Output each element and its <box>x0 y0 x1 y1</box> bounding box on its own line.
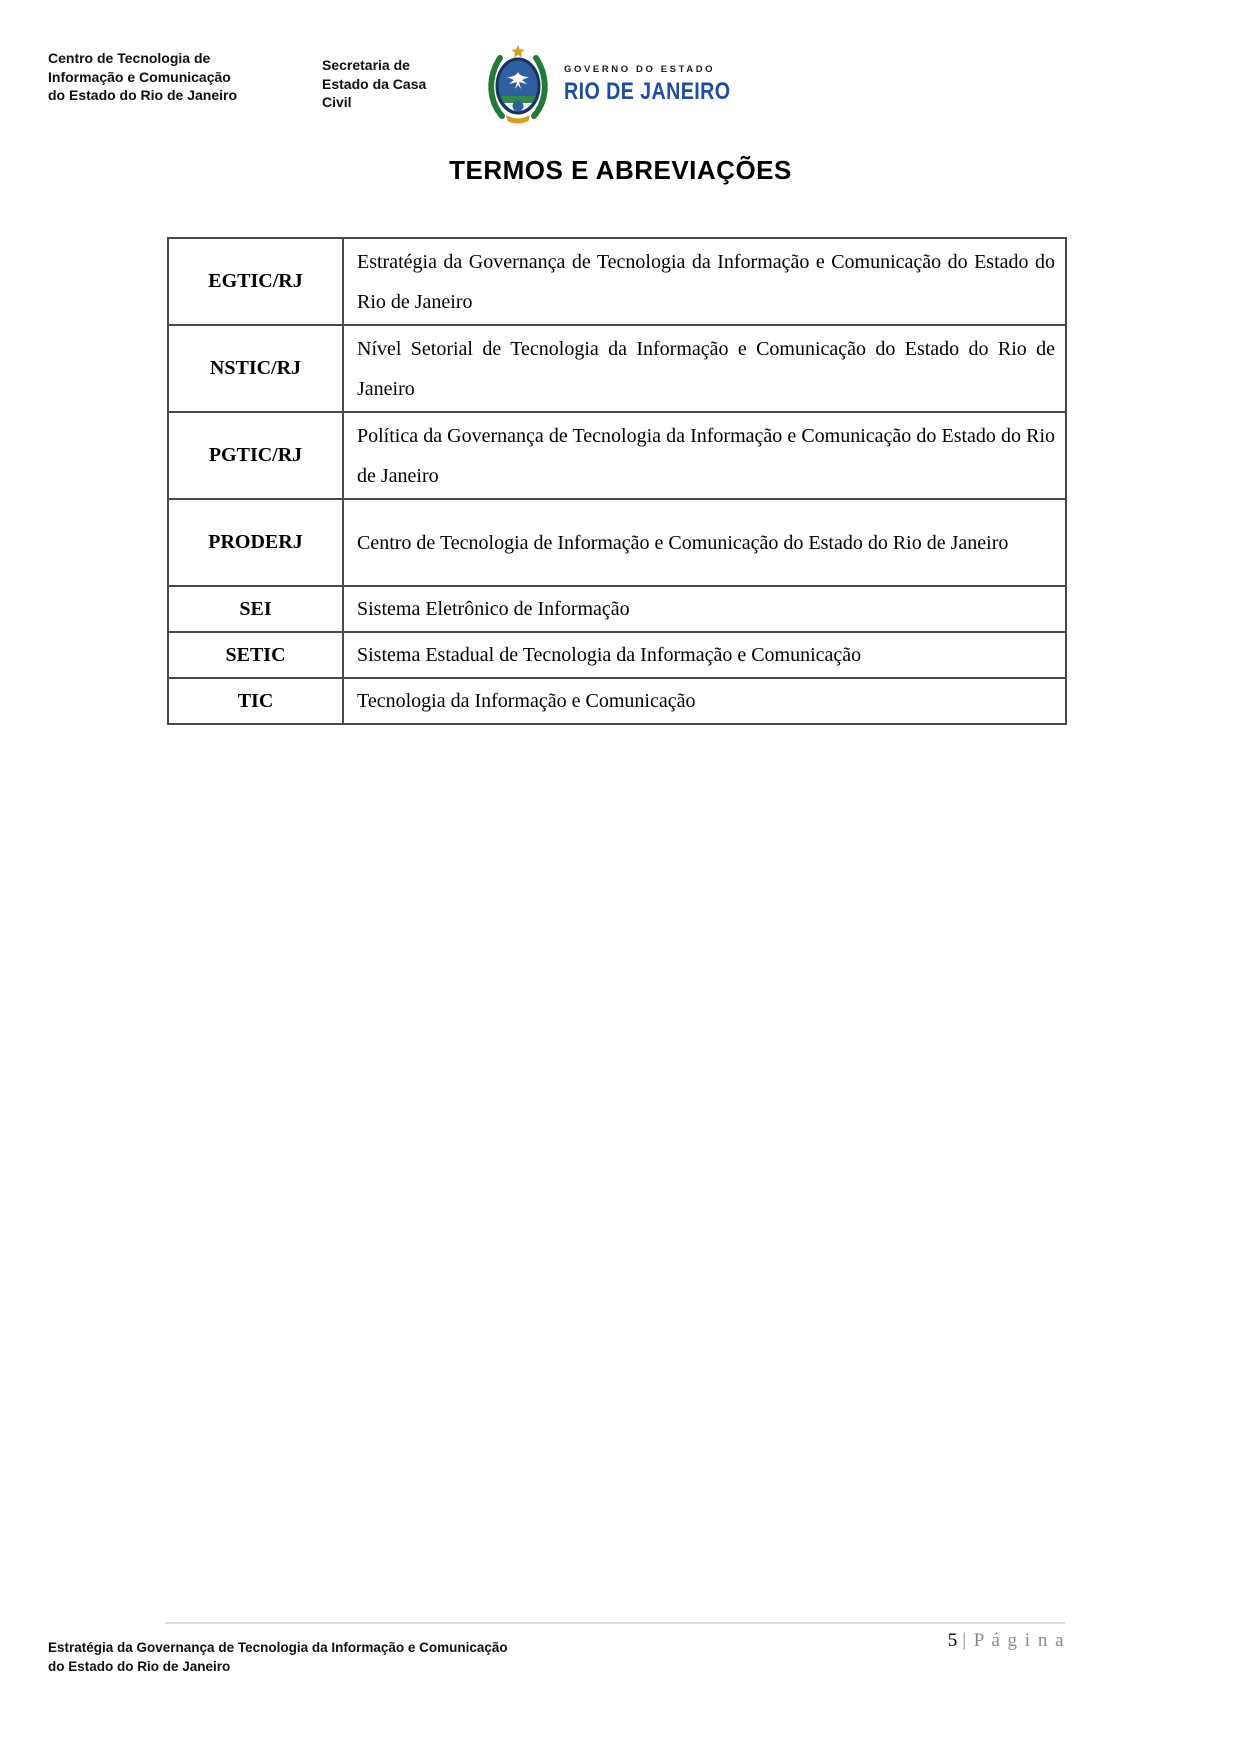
rio-de-janeiro-government-logo <box>486 44 746 126</box>
definition-cell: Estratégia da Governança de Tecnologia da Informação e Comunicação do Estado do Rio de Janeiro <box>343 238 1066 325</box>
table-row <box>168 586 1066 632</box>
table-row <box>168 678 1066 724</box>
footer-divider <box>165 1622 1065 1624</box>
header-org-proderj-line: Informação e Comunicação <box>48 68 231 85</box>
coat-of-arms-icon <box>486 44 550 124</box>
header-org-casa-civil-line: Civil <box>322 94 352 110</box>
definition-cell: Sistema Eletrônico de Informação <box>343 586 1066 632</box>
page-title: TERMOS E ABREVIAÇÕES <box>449 155 792 185</box>
term-cell: PRODERJ <box>168 499 343 586</box>
government-name: RIO DE JANEIRO <box>564 78 731 105</box>
footer-document-title-line: do Estado do Rio de Janeiro <box>48 1659 231 1674</box>
government-tagline: GOVERNO DO ESTADO <box>564 64 716 75</box>
table-row <box>168 412 1066 499</box>
government-logo-text <box>564 64 767 106</box>
term-cell: NSTIC/RJ <box>168 325 343 412</box>
table-row <box>168 499 1066 586</box>
definition-cell: Tecnologia da Informação e Comunicação <box>343 678 1066 724</box>
header-org-casa-civil-line: Secretaria de <box>322 57 410 73</box>
table-row <box>168 325 1066 412</box>
abbreviations-table <box>167 237 1067 725</box>
term-cell: SEI <box>168 586 343 632</box>
header-org-casa-civil <box>322 56 426 112</box>
term-cell: TIC <box>168 678 343 724</box>
footer-document-title-line: Estratégia da Governança de Tecnologia da Informação e Comunicação <box>48 1640 508 1655</box>
term-cell: EGTIC/RJ <box>168 238 343 325</box>
header-org-casa-civil-line: Estado da Casa <box>322 75 427 92</box>
header-org-proderj-line: Centro de Tecnologia de <box>48 50 211 66</box>
table-row <box>168 238 1066 325</box>
term-cell: PGTIC/RJ <box>168 412 343 499</box>
table-row <box>168 632 1066 678</box>
page-word: | P á g i n a <box>962 1630 1065 1651</box>
header-org-proderj-line: do Estado do Rio de Janeiro <box>48 87 238 103</box>
definition-cell: Centro de Tecnologia de Informação e Comunicação do Estado do Rio de Janeiro <box>343 499 1066 586</box>
header-org-proderj <box>48 49 237 105</box>
page-number <box>0 1630 1065 1652</box>
definition-cell: Sistema Estadual de Tecnologia da Informação e Comunicação <box>343 632 1066 678</box>
definition-cell: Nível Setorial de Tecnologia da Informação e Comunicação do Estado do Rio de Janeiro <box>343 325 1066 412</box>
definition-cell: Política da Governança de Tecnologia da Informação e Comunicação do Estado do Rio de Janeiro <box>343 412 1066 499</box>
page-number-value: 5 <box>947 1630 958 1651</box>
term-cell: SETIC <box>168 632 343 678</box>
